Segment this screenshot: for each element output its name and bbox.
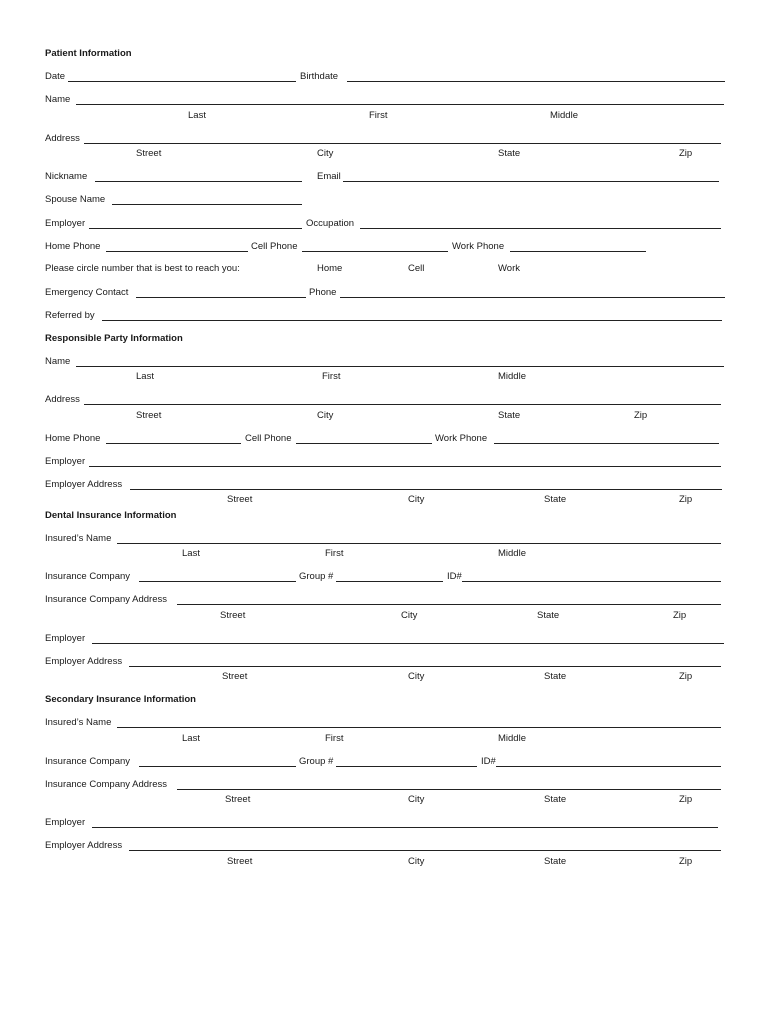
dental-insured-first-caption: First	[325, 548, 344, 559]
section-heading-patient: Patient Information	[45, 48, 132, 59]
dental-employer-label: Employer	[45, 633, 86, 644]
occupation-label: Occupation	[306, 218, 355, 229]
rp-home-phone-field[interactable]	[106, 443, 241, 444]
home-phone-field[interactable]	[106, 251, 248, 252]
secondary-insured-name-label: Insured’s Name	[45, 717, 112, 728]
nickname-label: Nickname	[45, 171, 88, 182]
dental-company-field[interactable]	[139, 581, 296, 582]
secondary-company-label: Insurance Company	[45, 756, 131, 767]
rp-ea-zip-caption: Zip	[679, 494, 693, 505]
dental-ca-city-caption: City	[401, 610, 418, 621]
dental-insured-last-caption: Last	[182, 548, 200, 559]
employer-label: Employer	[45, 218, 86, 229]
rp-ea-state-caption: State	[544, 494, 567, 505]
occupation-field[interactable]	[360, 228, 721, 229]
dental-insured-name-field[interactable]	[117, 543, 721, 544]
secondary-company-address-field[interactable]	[177, 789, 721, 790]
rp-cell-phone-label: Cell Phone	[245, 433, 292, 444]
dental-employer-address-field[interactable]	[129, 666, 721, 667]
dental-ca-state-caption: State	[537, 610, 560, 621]
birthdate-field[interactable]	[347, 81, 725, 82]
address-zip-caption: Zip	[679, 148, 693, 159]
emergency-contact-label: Emergency Contact	[45, 287, 129, 298]
secondary-ca-zip-caption: Zip	[679, 794, 693, 805]
secondary-ea-state-caption: State	[544, 856, 567, 867]
rp-ea-city-caption: City	[408, 494, 425, 505]
dental-ea-state-caption: State	[544, 671, 567, 682]
section-heading-dental-insurance: Dental Insurance Information	[45, 510, 177, 521]
rp-name-field[interactable]	[76, 366, 724, 367]
rp-address-field[interactable]	[84, 404, 721, 405]
secondary-insured-middle-caption: Middle	[498, 733, 526, 744]
rp-address-state-caption: State	[498, 410, 521, 421]
dental-ca-street-caption: Street	[220, 610, 246, 621]
dental-id-label: ID#	[447, 571, 462, 582]
dental-employer-field[interactable]	[92, 643, 724, 644]
rp-address-street-caption: Street	[136, 410, 162, 421]
contact-preference-prompt: Please circle number that is best to reach you:	[45, 263, 240, 274]
rp-name-middle-caption: Middle	[498, 371, 526, 382]
rp-address-label: Address	[45, 394, 80, 405]
address-field[interactable]	[84, 143, 721, 144]
rp-address-city-caption: City	[317, 410, 334, 421]
dental-company-address-field[interactable]	[177, 604, 721, 605]
rp-work-phone-field[interactable]	[494, 443, 719, 444]
dental-group-label: Group #	[299, 571, 334, 582]
dental-company-address-label: Insurance Company Address	[45, 594, 167, 605]
secondary-ea-city-caption: City	[408, 856, 425, 867]
secondary-insured-first-caption: First	[325, 733, 344, 744]
secondary-id-field[interactable]	[496, 766, 721, 767]
cell-phone-label: Cell Phone	[251, 241, 298, 252]
spouse-name-label: Spouse Name	[45, 194, 106, 205]
address-city-caption: City	[317, 148, 334, 159]
contact-option-home[interactable]: Home	[317, 263, 343, 274]
secondary-insured-last-caption: Last	[182, 733, 200, 744]
secondary-company-field[interactable]	[139, 766, 296, 767]
address-label: Address	[45, 133, 80, 144]
date-field[interactable]	[68, 81, 296, 82]
secondary-ca-state-caption: State	[544, 794, 567, 805]
dental-insured-middle-caption: Middle	[498, 548, 526, 559]
name-first-caption: First	[369, 110, 388, 121]
contact-option-work[interactable]: Work	[498, 263, 520, 274]
secondary-employer-field[interactable]	[92, 827, 718, 828]
secondary-group-field[interactable]	[336, 766, 477, 767]
referred-by-label: Referred by	[45, 310, 95, 321]
dental-ea-city-caption: City	[408, 671, 425, 682]
dental-id-field[interactable]	[462, 581, 721, 582]
secondary-insured-name-field[interactable]	[117, 727, 721, 728]
secondary-ea-street-caption: Street	[227, 856, 253, 867]
dental-ea-zip-caption: Zip	[679, 671, 693, 682]
rp-cell-phone-field[interactable]	[296, 443, 432, 444]
emergency-phone-label: Phone	[309, 287, 337, 298]
secondary-group-label: Group #	[299, 756, 334, 767]
employer-field[interactable]	[89, 228, 302, 229]
dental-ca-zip-caption: Zip	[673, 610, 687, 621]
cell-phone-field[interactable]	[302, 251, 448, 252]
dental-group-field[interactable]	[336, 581, 443, 582]
name-field[interactable]	[76, 104, 724, 105]
secondary-ea-zip-caption: Zip	[679, 856, 693, 867]
name-last-caption: Last	[188, 110, 206, 121]
contact-option-cell[interactable]: Cell	[408, 263, 425, 274]
secondary-employer-address-label: Employer Address	[45, 840, 123, 851]
secondary-ca-street-caption: Street	[225, 794, 251, 805]
rp-name-last-caption: Last	[136, 371, 154, 382]
dental-employer-address-label: Employer Address	[45, 656, 123, 667]
rp-employer-label: Employer	[45, 456, 86, 467]
secondary-company-address-label: Insurance Company Address	[45, 779, 167, 790]
emergency-contact-field[interactable]	[136, 297, 306, 298]
secondary-employer-address-field[interactable]	[129, 850, 721, 851]
nickname-field[interactable]	[95, 181, 302, 182]
rp-name-label: Name	[45, 356, 71, 367]
emergency-phone-field[interactable]	[340, 297, 725, 298]
referred-by-field[interactable]	[102, 320, 722, 321]
secondary-employer-label: Employer	[45, 817, 86, 828]
spouse-name-field[interactable]	[112, 204, 302, 205]
address-street-caption: Street	[136, 148, 162, 159]
rp-ea-street-caption: Street	[227, 494, 253, 505]
rp-employer-address-field[interactable]	[130, 489, 722, 490]
name-label: Name	[45, 94, 71, 105]
name-middle-caption: Middle	[550, 110, 578, 121]
rp-work-phone-label: Work Phone	[435, 433, 488, 444]
rp-home-phone-label: Home Phone	[45, 433, 101, 444]
birthdate-label: Birthdate	[300, 71, 339, 82]
section-heading-responsible-party: Responsible Party Information	[45, 333, 183, 344]
dental-insured-name-label: Insured’s Name	[45, 533, 112, 544]
email-field[interactable]	[343, 181, 719, 182]
email-label: Email	[317, 171, 341, 182]
address-state-caption: State	[498, 148, 521, 159]
secondary-ca-city-caption: City	[408, 794, 425, 805]
rp-employer-field[interactable]	[89, 466, 721, 467]
work-phone-field[interactable]	[510, 251, 646, 252]
dental-company-label: Insurance Company	[45, 571, 131, 582]
date-label: Date	[45, 71, 66, 82]
rp-name-first-caption: First	[322, 371, 341, 382]
home-phone-label: Home Phone	[45, 241, 101, 252]
dental-ea-street-caption: Street	[222, 671, 248, 682]
rp-address-zip-caption: Zip	[634, 410, 648, 421]
rp-employer-address-label: Employer Address	[45, 479, 123, 490]
section-heading-secondary-insurance: Secondary Insurance Information	[45, 694, 196, 705]
work-phone-label: Work Phone	[452, 241, 505, 252]
secondary-id-label: ID#	[481, 756, 496, 767]
